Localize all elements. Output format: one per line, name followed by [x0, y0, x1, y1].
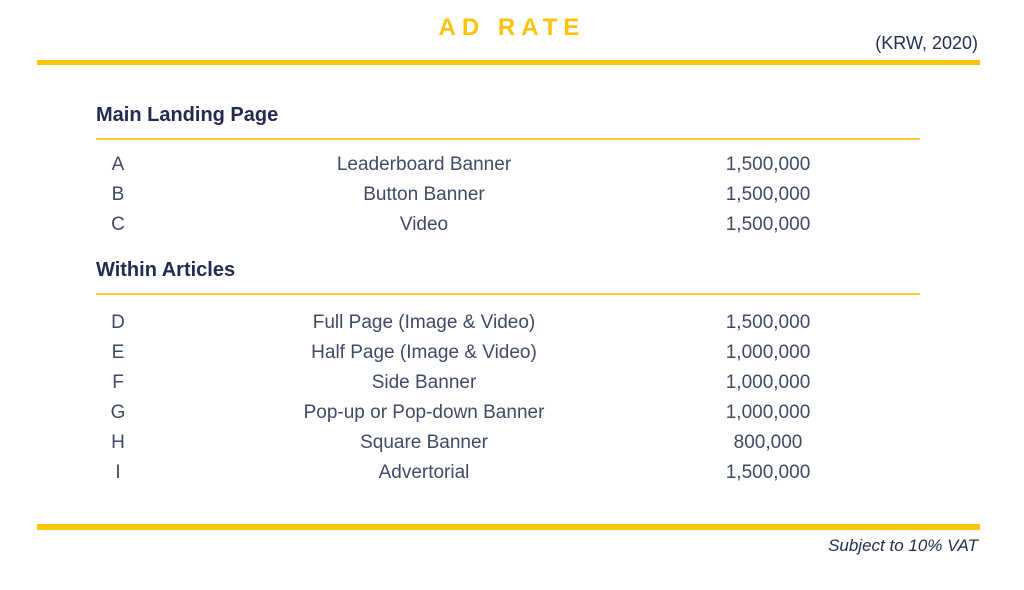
row-letter: F — [112, 372, 124, 393]
section-rows-within-articles — [90, 308, 834, 488]
row-description: Video — [399, 214, 449, 235]
section-divider — [96, 293, 920, 295]
row-price: 1,000,000 — [725, 402, 811, 423]
row-description: Side Banner — [371, 372, 477, 393]
top-divider — [37, 60, 980, 65]
row-letter: G — [110, 402, 126, 423]
vat-note: Subject to 10% VAT — [828, 536, 978, 555]
row-description: Full Page (Image & Video) — [312, 312, 536, 333]
section-rows-main-landing-page — [90, 150, 834, 240]
row-description: Leaderboard Banner — [336, 154, 512, 175]
row-description: Advertorial — [378, 462, 470, 483]
row-letter: I — [115, 462, 121, 483]
section-title-main-landing-page: Main Landing Page — [96, 104, 279, 126]
row-price: 1,500,000 — [725, 214, 811, 235]
section-title-within-articles: Within Articles — [96, 259, 236, 281]
row-letter: H — [111, 432, 125, 453]
currency-note: (KRW, 2020) — [875, 33, 978, 53]
row-letter: B — [111, 184, 125, 205]
row-price: 1,500,000 — [725, 184, 811, 205]
row-price: 1,500,000 — [725, 312, 811, 333]
row-description: Pop-up or Pop-down Banner — [303, 402, 545, 423]
row-description: Half Page (Image & Video) — [311, 342, 537, 363]
row-price: 1,500,000 — [725, 154, 811, 175]
row-description: Square Banner — [360, 432, 488, 453]
row-letter: E — [111, 342, 125, 363]
row-description: Button Banner — [363, 184, 485, 205]
row-letter: C — [111, 214, 125, 235]
rate-table — [96, 100, 920, 488]
row-letter: D — [111, 312, 125, 333]
row-price: 1,000,000 — [725, 342, 811, 363]
section-divider — [96, 138, 920, 140]
bottom-divider — [37, 524, 980, 530]
row-price: 800,000 — [733, 432, 803, 453]
row-price: 1,500,000 — [725, 462, 811, 483]
page-title: AD RATE — [438, 14, 586, 41]
row-letter: A — [111, 154, 125, 175]
row-price: 1,000,000 — [725, 372, 811, 393]
